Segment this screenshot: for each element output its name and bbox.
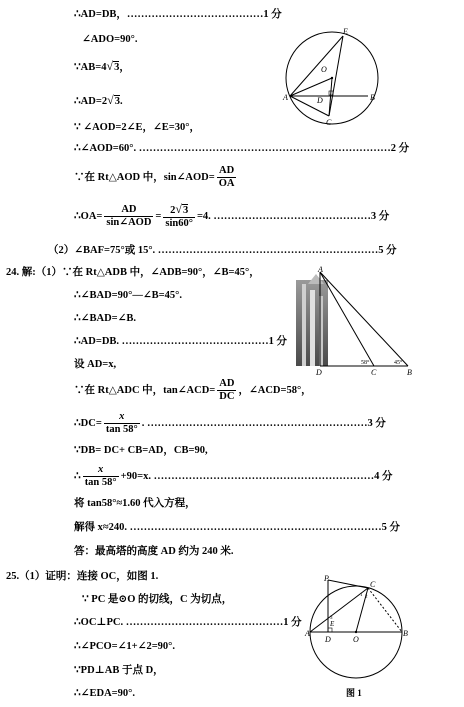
q24-start: 24. 解:（1）∵在 Rt△ADB 中，∠ADB=90°，∠B=45°，: [6, 267, 260, 278]
step-oc-perp: ∴OC⊥PC. ………………………………………1 分: [74, 617, 302, 628]
step-bad-eq-b: ∴∠BAD=∠B.: [74, 313, 137, 324]
step-db: ∵DB= DC+ CB=AD，CB=90,: [74, 445, 208, 456]
label-b: B: [407, 368, 412, 377]
step-dc: ∴DC= $\frac{x}{\tan 58^\circ}$ . ………………………………………………………3 分: [74, 411, 386, 436]
step-tan-acd: ∵在 Rt△ADC 中，tan∠ACD= $\frac{AD}{DC}$ ，∠ACD=58°，: [74, 378, 312, 403]
step-angle-ado: ∠ADO=90°.: [82, 34, 138, 45]
step-answer: 答：最高塔的高度 AD 约为 240 米.: [74, 546, 234, 557]
fraction: $\frac{AD}{DC}$: [219, 378, 235, 403]
label-d: D: [316, 368, 322, 377]
step-solve: 解得 x≈240. ………………………………………………………………5 分: [74, 522, 401, 533]
label-p: P: [324, 574, 329, 583]
label-e: E: [343, 27, 348, 36]
label-c: C: [326, 118, 332, 127]
label-a: A: [318, 265, 323, 274]
angle-3: 3: [330, 616, 333, 621]
part-2-answer: （2）∠BAF=75°或 15°. ………………………………………………………5 分: [48, 245, 397, 256]
angle-1: 1: [360, 593, 363, 598]
step-angle-aod: ∴∠AOD=60°. ………………………………………………………………2 分: [74, 143, 410, 154]
label-o: O: [353, 635, 359, 644]
step-ad-length: ∴AD=2√3.: [74, 93, 123, 107]
step-oa-value: ∴OA= $\frac{AD}{\text{sin∠AOD}}$ = $\frac{2√3}{\sin 60^\circ}$ =4. ………………………………………3 分: [74, 202, 390, 230]
fraction: $\frac{x}{\tan 58^\circ}$: [105, 411, 138, 436]
label-d: D: [317, 96, 323, 105]
angle-45: 45°: [394, 360, 403, 366]
circle-figure-1: [276, 20, 386, 130]
fraction: $\frac{AD}{OA}$: [218, 165, 235, 190]
label-b: B: [403, 629, 408, 638]
fraction: $\frac{2√3}{\sin 60^\circ}$: [165, 202, 193, 230]
label-o: O: [321, 65, 327, 74]
step-ad-eq-db: ∴AD=DB，…………………………………1 分: [74, 9, 282, 20]
step-angle-pco: ∴∠PCO=∠1+∠2=90°.: [74, 641, 176, 652]
label-a: A: [283, 93, 288, 102]
step-substitute: 将 tan58°≈1.60 代入方程，: [74, 498, 196, 509]
step-let-ad: 设 AD=x,: [74, 359, 117, 370]
step-ab-length: ∵AB=4√3，: [74, 59, 130, 73]
label-d: D: [325, 635, 331, 644]
q25-start: 25.（1）证明：连接 OC，如图 1.: [6, 571, 159, 582]
label-b: B: [370, 93, 375, 102]
label-c: C: [370, 580, 376, 589]
angle-58: 58°: [361, 360, 370, 366]
step-angle-relation: ∵ ∠AOD=2∠E，∠E=30°，: [74, 122, 200, 133]
label-a: A: [305, 629, 310, 638]
angle-2: 2: [365, 595, 368, 600]
step-angle-eda: ∴∠EDA=90°.: [74, 688, 135, 699]
fraction: $\frac{x}{\tan 58^\circ}$: [84, 464, 117, 489]
step-pd-perp: ∵PD⊥AB 于点 D，: [74, 665, 164, 676]
tower-figure: [294, 266, 418, 378]
fraction: $\frac{AD}{\text{sin∠AOD}}$: [106, 204, 152, 229]
circle-figure-2: [306, 574, 416, 704]
step-bad: ∴∠BAD=90°—∠B=45°.: [74, 290, 182, 301]
label-c: C: [371, 368, 377, 377]
label-e: E: [330, 620, 335, 628]
step-sin-aod: ∵在 Rt△AOD 中，sin∠AOD= $\frac{AD}{OA}$: [74, 165, 235, 190]
step-equation: ∴ $\frac{x}{\tan 58^\circ}$ +90=x. ………………………………………………………4 分: [74, 464, 393, 489]
step-ad-db: ∴AD=DB. ……………………………………1 分: [74, 336, 288, 347]
step-tangent: ∵ PC 是⊙O 的切线，C 为切点，: [82, 594, 233, 605]
figure-caption: 图 1: [346, 688, 362, 698]
